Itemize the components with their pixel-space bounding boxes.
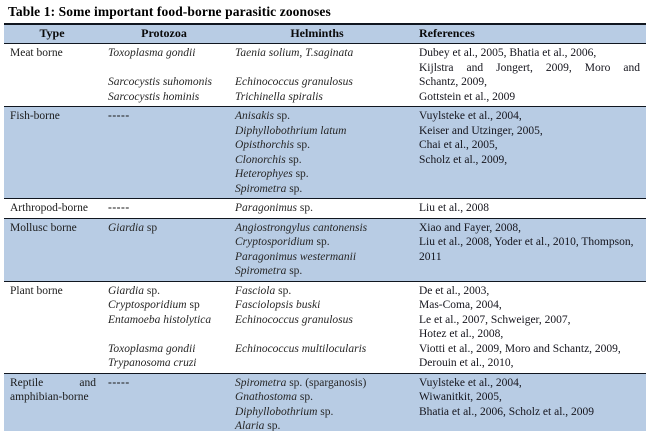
text-line: Vuylsteke et al., 2004, (419, 110, 522, 122)
text-line: 2011 (419, 250, 442, 263)
text-line: Diphyllobothrium latum (235, 124, 347, 137)
table-row (4, 281, 646, 373)
text-line: Reptile and (10, 376, 96, 389)
text-line: Viotti et al., 2009, Moro and Schantz, 2009, (419, 342, 621, 355)
helminths-cell (228, 221, 406, 279)
text-line: Dubey et al., 2005, Bhatia et al., 2006, (419, 47, 597, 59)
references-cell (406, 376, 646, 431)
text-line: Paragonimus westermanii (235, 250, 357, 263)
text-line: Sarcocystis suhomonis (108, 76, 213, 88)
text-line: Trichinella spiralis (235, 90, 323, 103)
text-line: Liu et al., 2008, Yoder et al., 2010, Thompson, (419, 236, 634, 248)
type-cell (4, 284, 100, 371)
text-line: Schantz, 2009, (419, 76, 488, 88)
table-row (4, 106, 646, 198)
text-line: Trypanosoma cruzi (108, 357, 197, 369)
text-line: Bhatia et al., 2006, Scholz et al., 2009 (419, 405, 595, 418)
text-line: Giardia sp. (108, 284, 160, 297)
text-line: Taenia solium, T.saginata (235, 47, 354, 59)
references-cell (406, 284, 646, 371)
type-cell (4, 376, 100, 431)
text-line: amphibian-borne (10, 391, 89, 403)
text-line: Scholz et al., 2009, (419, 153, 508, 166)
protozoa-cell (100, 376, 228, 431)
protozoa-cell (100, 201, 228, 216)
references-cell (406, 201, 646, 216)
protozoa-cell (100, 284, 228, 371)
text-line: Mas-Coma, 2004, (419, 299, 502, 311)
type-cell (4, 46, 100, 104)
helminths-cell (228, 284, 406, 371)
table-row (4, 218, 646, 281)
text-line: Paragonimus sp. (235, 202, 313, 214)
table-title: Table 1: Some important food-borne parasitic zoonoses (8, 4, 331, 19)
text-line: Wiwanitkit, 2005, (419, 391, 502, 403)
header-type: Type (39, 26, 65, 40)
references-cell (406, 221, 646, 279)
text-line: Cryptosporidium sp (108, 299, 200, 311)
table-row (4, 44, 646, 106)
text-line: Angiostrongylus cantonensis (235, 221, 368, 234)
text-line: Echinococcus granulosus (235, 76, 353, 88)
table-row (4, 373, 646, 431)
protozoa-cell (100, 109, 228, 196)
text-line: Plant borne (10, 284, 63, 297)
header-references: References (419, 26, 475, 40)
helminths-cell (228, 109, 406, 196)
text-line: Clonorchis sp. (235, 153, 302, 166)
text-line: Mollusc borne (10, 221, 77, 234)
text-line: Sarcocystis hominis (108, 90, 200, 103)
helminths-cell (228, 201, 406, 216)
text-line: Spirometra sp. (sparganosis) (235, 376, 367, 389)
table-header-row (4, 25, 646, 44)
type-cell (4, 109, 100, 196)
text-line (235, 327, 402, 342)
text-line: Echinococcus granulosus (235, 313, 353, 326)
protozoa-cell (100, 221, 228, 279)
text-line: Arthropod-borne (10, 202, 88, 214)
text-line: Echinococcus multilocularis (235, 342, 367, 355)
protozoa-cell (100, 46, 228, 104)
text-line: Kijlstra and Jongert, 2009, Moro and (419, 61, 640, 74)
zoonoses-table (4, 23, 646, 431)
helminths-cell (228, 376, 406, 431)
text-line: Xiao and Fayer, 2008, (419, 221, 522, 234)
text-line: De et al., 2003, (419, 284, 490, 297)
text-line: ----- (108, 110, 130, 122)
header-helminths: Helminths (290, 26, 344, 40)
text-line: Meat borne (10, 47, 63, 59)
text-line: Gottstein et al., 2009 (419, 90, 516, 103)
text-line (108, 327, 224, 342)
text-line: Vuylsteke et al., 2004, (419, 376, 522, 389)
text-line: Spirometra sp. (235, 182, 303, 195)
helminths-cell (228, 46, 406, 104)
text-line: Entamoeba histolytica (108, 313, 212, 326)
text-line: Spirometra sp. (235, 265, 303, 277)
text-line: Cryptosporidium sp. (235, 236, 330, 248)
text-line: Heterophyes sp. (235, 168, 309, 180)
references-cell (406, 109, 646, 196)
text-line: Le et al., 2007, Schweiger, 2007, (419, 313, 571, 326)
text-line: Alaria sp. (235, 420, 281, 431)
text-line: Toxoplasma gondii (108, 342, 196, 355)
text-line: Liu et al., 2008 (419, 202, 489, 214)
text-line: Anisakis sp. (235, 110, 290, 122)
text-line: Fish-borne (10, 110, 60, 122)
text-line (108, 61, 224, 76)
type-cell (4, 221, 100, 279)
text-line: Diphyllobothrium sp. (235, 405, 334, 418)
type-cell (4, 201, 100, 216)
text-line: Derouin et al., 2010, (419, 357, 514, 369)
references-cell (406, 46, 646, 104)
text-line: ----- (108, 202, 130, 214)
text-line: Toxoplasma gondii (108, 47, 196, 59)
text-line (235, 61, 402, 76)
text-line: Hotez et al., 2008, (419, 328, 504, 340)
text-line: Keiser and Utzinger, 2005, (419, 124, 543, 137)
table-body (4, 44, 646, 431)
text-line: Chai et al., 2005, (419, 139, 498, 151)
text-line: Fasciolopsis buski (235, 299, 321, 311)
text-line: Gnathostoma sp. (235, 391, 313, 403)
text-line: Giardia sp (108, 221, 158, 234)
header-protozoa: Protozoa (141, 26, 187, 40)
text-line: Opisthorchis sp. (235, 139, 310, 151)
table-row (4, 198, 646, 218)
text-line: Fasciola sp. (235, 284, 292, 297)
text-line: ----- (108, 376, 130, 389)
